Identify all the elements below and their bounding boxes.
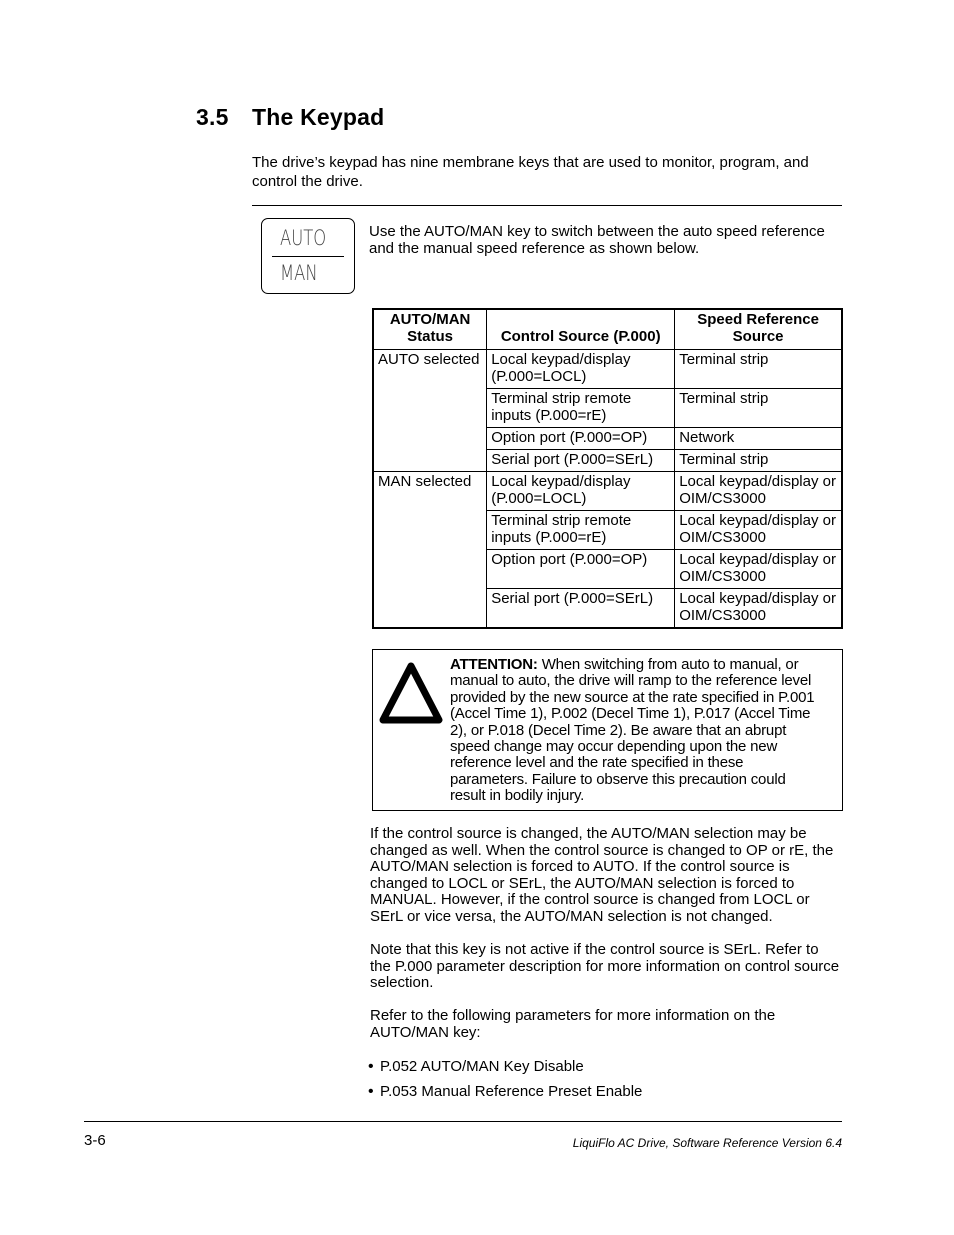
- source-cell: Local keypad/display (P.000=LOCL): [487, 472, 675, 511]
- footer-divider: [84, 1121, 842, 1122]
- warning-triangle-icon: [378, 660, 444, 726]
- speed-cell: Local keypad/display or OIM/CS3000: [675, 550, 842, 589]
- speed-cell: Local keypad/display or OIM/CS3000: [675, 589, 842, 629]
- speed-cell: Local keypad/display or OIM/CS3000: [675, 511, 842, 550]
- speed-cell: Terminal strip: [675, 389, 842, 428]
- header-speed-reference: Speed Reference Source: [675, 309, 842, 350]
- key-description: Use the AUTO/MAN key to switch between the auto speed reference and the manual speed reference as shown below.: [369, 223, 825, 257]
- table-row: [373, 350, 842, 389]
- key-separator: [272, 256, 344, 257]
- source-cell: Serial port (P.000=SErL): [487, 589, 675, 629]
- source-cell: Local keypad/display (P.000=LOCL): [487, 350, 675, 389]
- section-number: 3.5: [196, 104, 229, 130]
- bullet-icon: •: [368, 1058, 374, 1075]
- parameter-list: [368, 1058, 838, 1108]
- header-status: AUTO/MAN Status: [373, 309, 487, 350]
- speed-cell: Terminal strip: [675, 450, 842, 472]
- table-row: [373, 472, 842, 511]
- footer-document-title: LiquiFlo AC Drive, Software Reference Version 6.4: [572, 1136, 842, 1150]
- source-cell: Serial port (P.000=SErL): [487, 450, 675, 472]
- page-number: 3-6: [84, 1132, 106, 1149]
- section-title: The Keypad: [252, 104, 385, 130]
- paragraph-key-inactive-note: Note that this key is not active if the control source is SErL. Refer to the P.000 parameter description for more information on control source selection.: [370, 941, 840, 991]
- header-control-source: Control Source (P.000): [487, 309, 675, 350]
- status-cell-man: MAN selected: [373, 472, 487, 629]
- list-item-text: P.052 AUTO/MAN Key Disable: [380, 1058, 584, 1075]
- list-item: [368, 1058, 838, 1083]
- speed-cell: Local keypad/display or OIM/CS3000: [675, 472, 842, 511]
- divider: [252, 205, 842, 206]
- status-cell-auto: AUTO selected: [373, 350, 487, 472]
- speed-cell: Terminal strip: [675, 350, 842, 389]
- intro-paragraph: The drive’s keypad has nine membrane keys that are used to monitor, program, and control the drive.: [252, 154, 809, 190]
- source-cell: Option port (P.000=OP): [487, 550, 675, 589]
- key-label-auto: AUTO: [280, 226, 327, 250]
- attention-text-block: [450, 657, 822, 805]
- attention-lead: ATTENTION:: [450, 656, 538, 673]
- section-heading: [196, 104, 384, 131]
- auto-man-table: [372, 308, 843, 629]
- auto-man-key-icon: [261, 218, 355, 294]
- bullet-icon: •: [368, 1083, 374, 1100]
- attention-box: [372, 649, 843, 811]
- attention-message: When switching from auto to manual, or manual to auto, the drive will ramp to the reference level provided by the new source at the rate specified in P.001 (Accel Time 1), P.002 (Decel Time 1), P.017 (Accel Time 2), or P.018 (Decel Time 2). Be aware that an abrupt speed change may occur depending upon the new reference level and the rate specified in these parameters. Failure to observe this precaution could result in bodily injury.: [450, 656, 815, 805]
- table-header-row: [373, 309, 842, 350]
- speed-cell: Network: [675, 428, 842, 450]
- key-label-man: MAN: [280, 261, 318, 285]
- source-cell: Option port (P.000=OP): [487, 428, 675, 450]
- list-item-text: P.053 Manual Reference Preset Enable: [380, 1083, 643, 1100]
- source-cell: Terminal strip remote inputs (P.000=rE): [487, 389, 675, 428]
- paragraph-control-source-change: If the control source is changed, the AUTO/MAN selection may be changed as well. When the control source is changed to OP or rE, the AUTO/MAN selection is forced to AUTO. If the control source is changed to LOCL or SErL, the AUTO/MAN selection is forced to MANUAL. However, if the control source is changed from LOCL or SErL or vice versa, the AUTO/MAN selection is not changed.: [370, 825, 834, 925]
- source-cell: Terminal strip remote inputs (P.000=rE): [487, 511, 675, 550]
- paragraph-refer-parameters: Refer to the following parameters for more information on the AUTO/MAN key:: [370, 1007, 776, 1041]
- list-item: [368, 1083, 838, 1108]
